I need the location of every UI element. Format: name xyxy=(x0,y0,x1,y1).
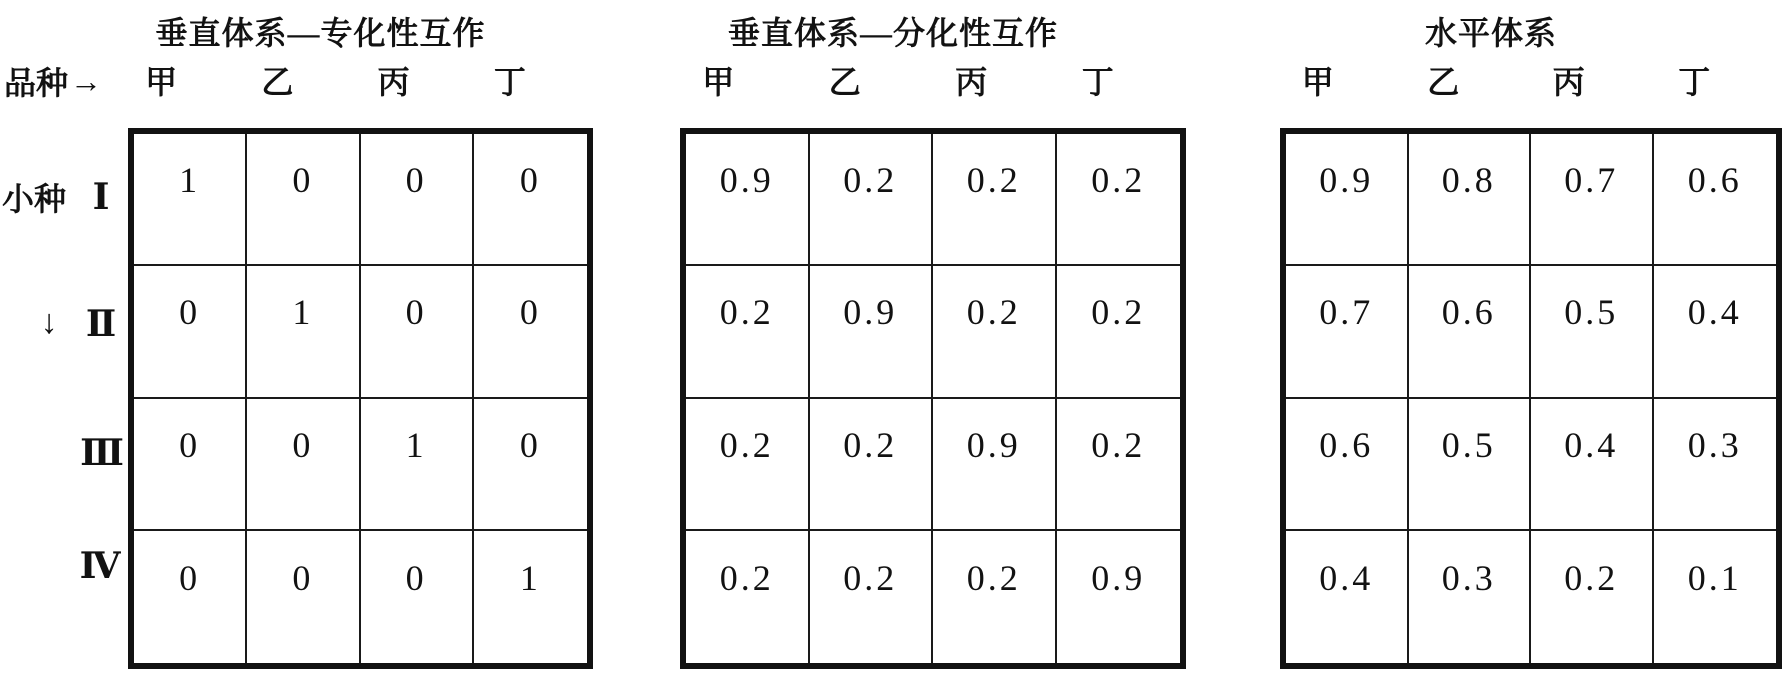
column-header: 丙 xyxy=(1552,64,1585,100)
column-header: 丁 xyxy=(493,64,526,100)
matrix-cell: 0.9 xyxy=(1091,557,1146,598)
column-header: 乙 xyxy=(1427,64,1460,100)
matrix-cell: 0.5 xyxy=(1531,266,1654,398)
matrix-cell: 0.2 xyxy=(1057,134,1181,266)
matrix-cell: 0.9 xyxy=(1286,134,1409,266)
matrix-cell: 0.2 xyxy=(686,266,810,398)
matrix-cell: 0.6 xyxy=(1286,399,1409,531)
column-headers-panel-1 xyxy=(103,57,568,103)
matrix-cell: 0 xyxy=(361,134,474,266)
column-header: 丁 xyxy=(1678,64,1711,100)
panel-title-vertical-differential: 垂直体系—分化性互作 xyxy=(727,15,1058,51)
matrix-cell: 0.6 xyxy=(1654,134,1777,266)
panel-title-horizontal: 水平体系 xyxy=(1424,15,1557,51)
matrix-cell: 0 xyxy=(361,266,474,398)
matrix-cell: 0.2 xyxy=(1531,531,1654,663)
matrix-cell: 0.2 xyxy=(933,134,1057,266)
column-header: 乙 xyxy=(828,64,861,100)
matrix-cell: 0.6 xyxy=(1409,266,1532,398)
matrix-cell: 0.1 xyxy=(1687,557,1742,598)
matrix-cell: 0.2 xyxy=(933,531,1057,663)
matrix-cell: 0 xyxy=(134,399,247,531)
matrix-cell: 1 xyxy=(134,134,247,266)
matrix-cell: 0 xyxy=(474,399,587,531)
column-headers-panel-3 xyxy=(1255,57,1757,103)
row-label-race-2: Ⅱ xyxy=(85,303,117,345)
column-header: 丁 xyxy=(1081,64,1114,100)
right-arrow-icon: → xyxy=(70,62,103,99)
matrix-cell: 0.3 xyxy=(1654,399,1777,531)
variety-axis-label-group xyxy=(4,58,102,104)
down-arrow-icon: ↓ xyxy=(40,304,58,341)
matrix-cell: 0.2 xyxy=(686,531,810,663)
matrix-table-horizontal xyxy=(1280,128,1782,669)
matrix-cell: 0.5 xyxy=(1409,399,1532,531)
matrix-cell: 0 xyxy=(474,266,587,398)
matrix-cell: 0.7 xyxy=(1531,134,1654,266)
matrix-cell: 0.4 xyxy=(1286,531,1409,663)
matrix-cell: 0.8 xyxy=(1409,134,1532,266)
row-label-race-3: Ⅲ xyxy=(80,432,124,474)
variety-axis-label: 品种 xyxy=(4,65,69,101)
matrix-cell: 0 xyxy=(247,134,360,266)
row-label-race-1: Ⅰ xyxy=(92,176,110,218)
row-label-race-4: Ⅳ xyxy=(79,545,121,587)
column-header: 丙 xyxy=(377,64,410,100)
matrix-cell: 0 xyxy=(474,134,587,266)
race-axis-label: 小种 xyxy=(1,181,67,217)
matrix-cell: 0.2 xyxy=(810,399,934,531)
column-header: 乙 xyxy=(261,64,294,100)
matrix-cell: 0.2 xyxy=(1057,399,1181,531)
matrix-table-vertical-specialized xyxy=(128,128,593,669)
column-headers-panel-2 xyxy=(655,57,1161,103)
matrix-cell: 0.2 xyxy=(810,134,934,266)
matrix-cell: 0.2 xyxy=(810,531,934,663)
matrix-cell: 1 xyxy=(519,557,541,598)
matrix-cell: 0.2 xyxy=(1057,266,1181,398)
matrix-cell: 0.3 xyxy=(1409,531,1532,663)
matrix-cell: 1 xyxy=(247,266,360,398)
matrix-cell: 0 xyxy=(134,266,247,398)
matrix-cell: 0.4 xyxy=(1531,399,1654,531)
matrix-cell: 0.9 xyxy=(686,134,810,266)
matrix-cell: 0.9 xyxy=(810,266,934,398)
matrix-cell: 0 xyxy=(247,399,360,531)
column-header: 甲 xyxy=(145,64,178,100)
matrix-cell: 0.4 xyxy=(1654,266,1777,398)
panel-title-vertical-specialized: 垂直体系—专化性互作 xyxy=(155,15,486,51)
column-header: 甲 xyxy=(702,64,735,100)
matrix-cell: 0.2 xyxy=(933,266,1057,398)
column-header: 甲 xyxy=(1301,64,1334,100)
matrix-cell: 0 xyxy=(134,531,247,663)
matrix-cell: 0 xyxy=(247,531,360,663)
matrix-table-vertical-differential xyxy=(680,128,1186,669)
matrix-cell: 0.9 xyxy=(933,399,1057,531)
column-header: 丙 xyxy=(955,64,988,100)
matrix-cell: 0.2 xyxy=(686,399,810,531)
matrix-cell: 1 xyxy=(361,399,474,531)
matrix-cell: 0.7 xyxy=(1286,266,1409,398)
matrix-cell: 0 xyxy=(361,531,474,663)
